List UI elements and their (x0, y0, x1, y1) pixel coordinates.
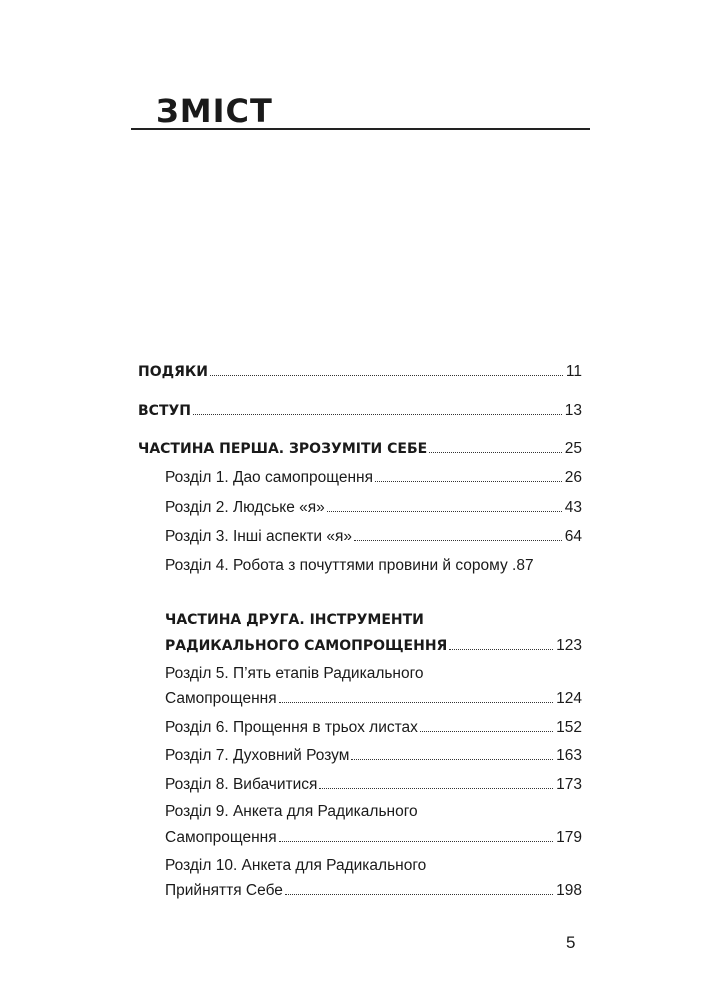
toc-entry-page: 64 (564, 528, 582, 545)
toc-entry-ch1[interactable] (165, 467, 582, 488)
toc-entry-ch5[interactable] (165, 688, 582, 709)
toc-entry-ch3[interactable] (165, 526, 582, 547)
leader-dots (210, 361, 563, 376)
leader-dots (449, 635, 553, 650)
page-title: ЗМІСТ (156, 92, 273, 130)
toc-entry-page: 173 (556, 776, 582, 793)
toc-entry-label: Самопрощення (165, 829, 277, 846)
leader-dots (420, 717, 553, 732)
toc-entry-label: Прийняття Себе (165, 882, 283, 899)
toc-entry-label: Розділ 3. Інші аспекти «я» (165, 528, 353, 545)
toc-entry-part2-line1[interactable]: ЧАСТИНА ДРУГА. ІНСТРУМЕНТИ (165, 612, 424, 628)
toc-entry-page: 11 (565, 363, 582, 380)
page-number: 5 (566, 933, 576, 952)
leader-dots (327, 497, 562, 512)
leader-dots (319, 774, 553, 789)
leader-dots (429, 438, 562, 453)
toc-entry-page: 123 (556, 637, 582, 654)
toc-entry-ch4[interactable]: Розділ 4. Робота з почуттями провини й сорому .87 (165, 557, 534, 574)
leader-dots (193, 400, 562, 415)
toc-entry-page: 179 (556, 829, 582, 846)
toc-entry-label: ВСТУП (138, 403, 192, 419)
toc-entry-ch6[interactable] (165, 717, 582, 738)
toc-entry-part1[interactable] (138, 438, 582, 459)
toc-entry-page: 25 (564, 440, 582, 457)
leader-dots (285, 880, 553, 895)
leader-dots (279, 827, 554, 842)
leader-dots (375, 467, 562, 482)
toc-entry-page: 163 (556, 747, 582, 764)
toc-entry-page: 124 (556, 690, 582, 707)
leader-dots (354, 526, 562, 541)
toc-entry-ch9[interactable] (165, 827, 582, 848)
toc-entry-label: ЧАСТИНА ПЕРША. ЗРОЗУМІТИ СЕБЕ (138, 441, 428, 457)
toc-entry-label: Розділ 6. Прощення в трьох листах (165, 719, 418, 736)
toc-entry-page: 43 (564, 499, 582, 516)
toc-entry-page: 198 (556, 882, 582, 899)
toc-entry-ch5-line1[interactable]: Розділ 5. П’ять етапів Радикального (165, 665, 424, 682)
toc-entry-label: Розділ 1. Дао самопрощення (165, 469, 373, 486)
toc-entry-ch2[interactable] (165, 497, 582, 518)
toc-entry-ch7[interactable] (165, 745, 582, 766)
toc-entry-label: Розділ 2. Людське «я» (165, 499, 325, 516)
toc-entry-label: Самопрощення (165, 690, 277, 707)
toc-entry-ch10-line1[interactable]: Розділ 10. Анкета для Радикального (165, 857, 427, 874)
toc-entry-vstup[interactable] (138, 400, 582, 421)
toc-entry-page: 26 (564, 469, 582, 486)
toc-entry-ch9-line1[interactable]: Розділ 9. Анкета для Радикального (165, 803, 418, 820)
toc-entry-label: Розділ 7. Духовний Розум (165, 747, 350, 764)
toc-entry-podiaky[interactable] (138, 361, 582, 382)
leader-dots (279, 688, 554, 703)
toc-entry-label: Розділ 8. Вибачитися (165, 776, 318, 793)
toc-entry-page: 13 (564, 402, 582, 419)
toc-entry-label: РАДИКАЛЬНОГО САМОПРОЩЕННЯ (165, 638, 448, 654)
toc-entry-label: ПОДЯКИ (138, 364, 209, 380)
toc-entry-ch10[interactable] (165, 880, 582, 901)
toc-entry-part2[interactable] (165, 635, 582, 656)
leader-dots (351, 745, 553, 760)
toc-entry-page: 152 (556, 719, 582, 736)
toc-entry-ch8[interactable] (165, 774, 582, 795)
